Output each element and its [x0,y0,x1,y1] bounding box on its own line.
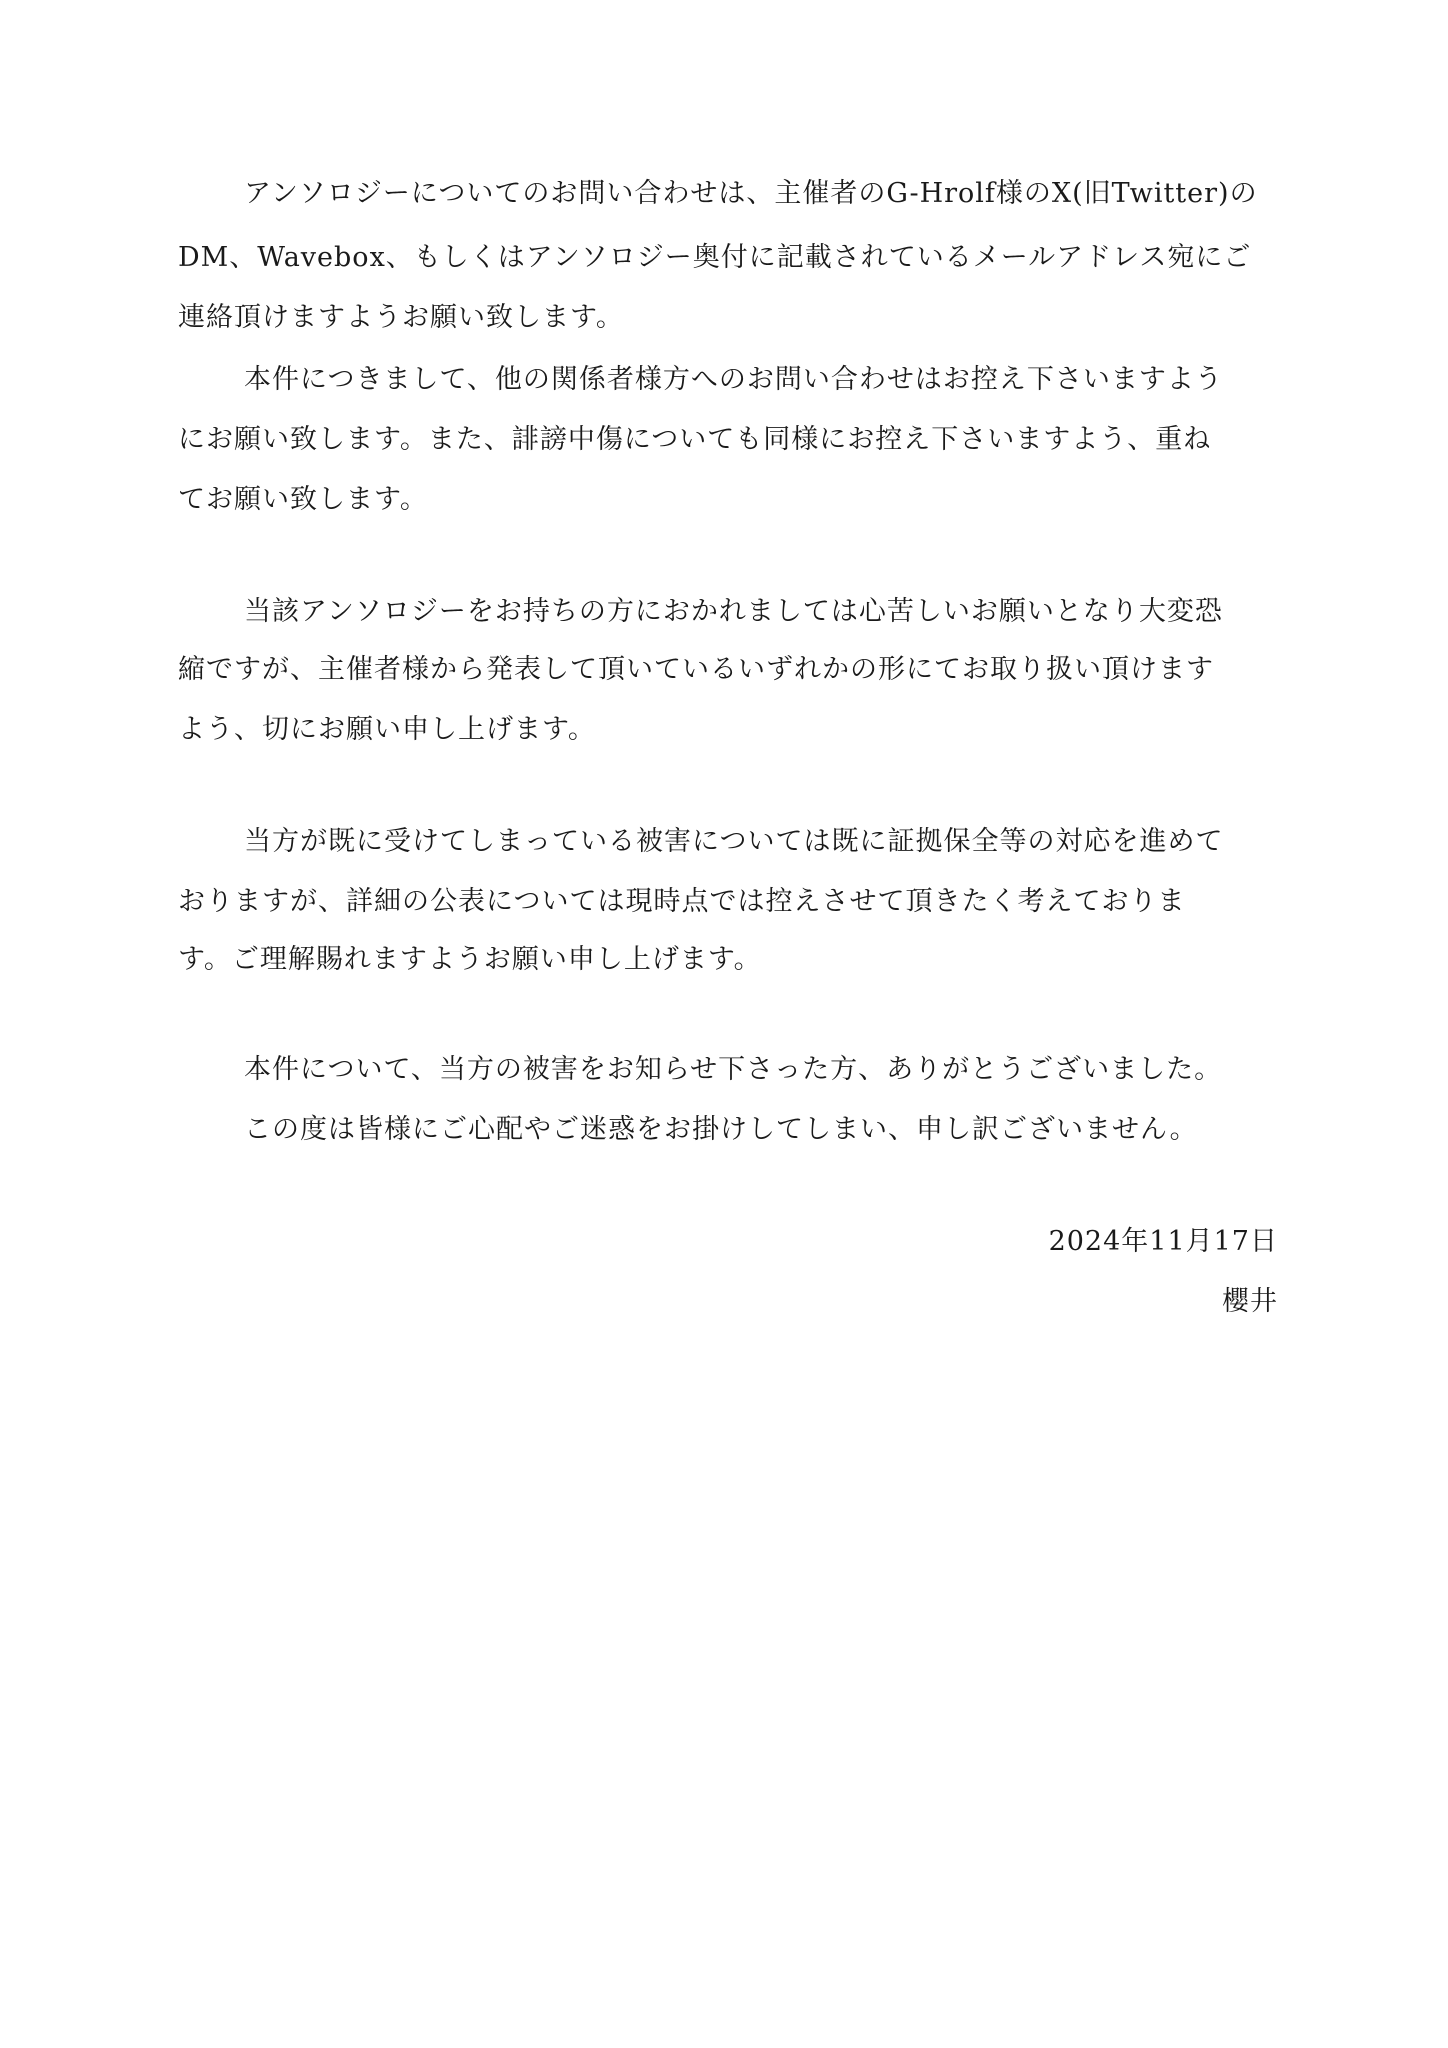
paragraph-1-line-1: アンソロジーについてのお問い合わせは、主催者のG-Hrolf様のX(旧Twitter)の [244,178,1258,209]
paragraph-5-line-1: 本件について、当方の被害をお知らせ下さった方、ありがとうございました。 [244,1054,1223,1085]
paragraph-1-line-2: DM、Wavebox、もしくはアンソロジー奥付に記載されているメールアドレス宛にご [178,242,1252,273]
paragraph-2-line-3: てお願い致します。 [178,484,428,515]
paragraph-1-line-3: 連絡頂けますようお願い致します。 [178,302,624,333]
paragraph-5-line-2: この度は皆様にご心配やご迷惑をお掛けしてしまい、申し訳ございません。 [244,1114,1198,1145]
paragraph-3-line-1: 当該アンソロジーをお持ちの方におかれましては心苦しいお願いとなり大変恐 [244,596,1223,627]
paragraph-4-line-1: 当方が既に受けてしまっている被害については既に証拠保全等の対応を進めて [244,826,1224,857]
paragraph-2-line-1: 本件につきまして、他の関係者様方へのお問い合わせはお控え下さいますよう [244,364,1223,395]
paragraph-3-line-2: 縮ですが、主催者様から発表して頂いているいずれかの形にてお取り扱い頂けます [178,654,1214,685]
paragraph-4-line-3: す。ご理解賜れますようお願い申し上げます。 [178,944,762,975]
paragraph-3-line-3: よう、切にお願い申し上げます。 [178,714,596,745]
paragraph-4-line-2: おりますが、詳細の公表については現時点では控えさせて頂きたく考えておりま [178,886,1186,917]
paragraph-2-line-2: にお願い致します。また、誹謗中傷についても同様にお控え下さいますよう、重ね [178,424,1212,455]
document-date: 2024年11月17日 [1048,1226,1278,1257]
document-signature: 櫻井 [1222,1286,1278,1317]
